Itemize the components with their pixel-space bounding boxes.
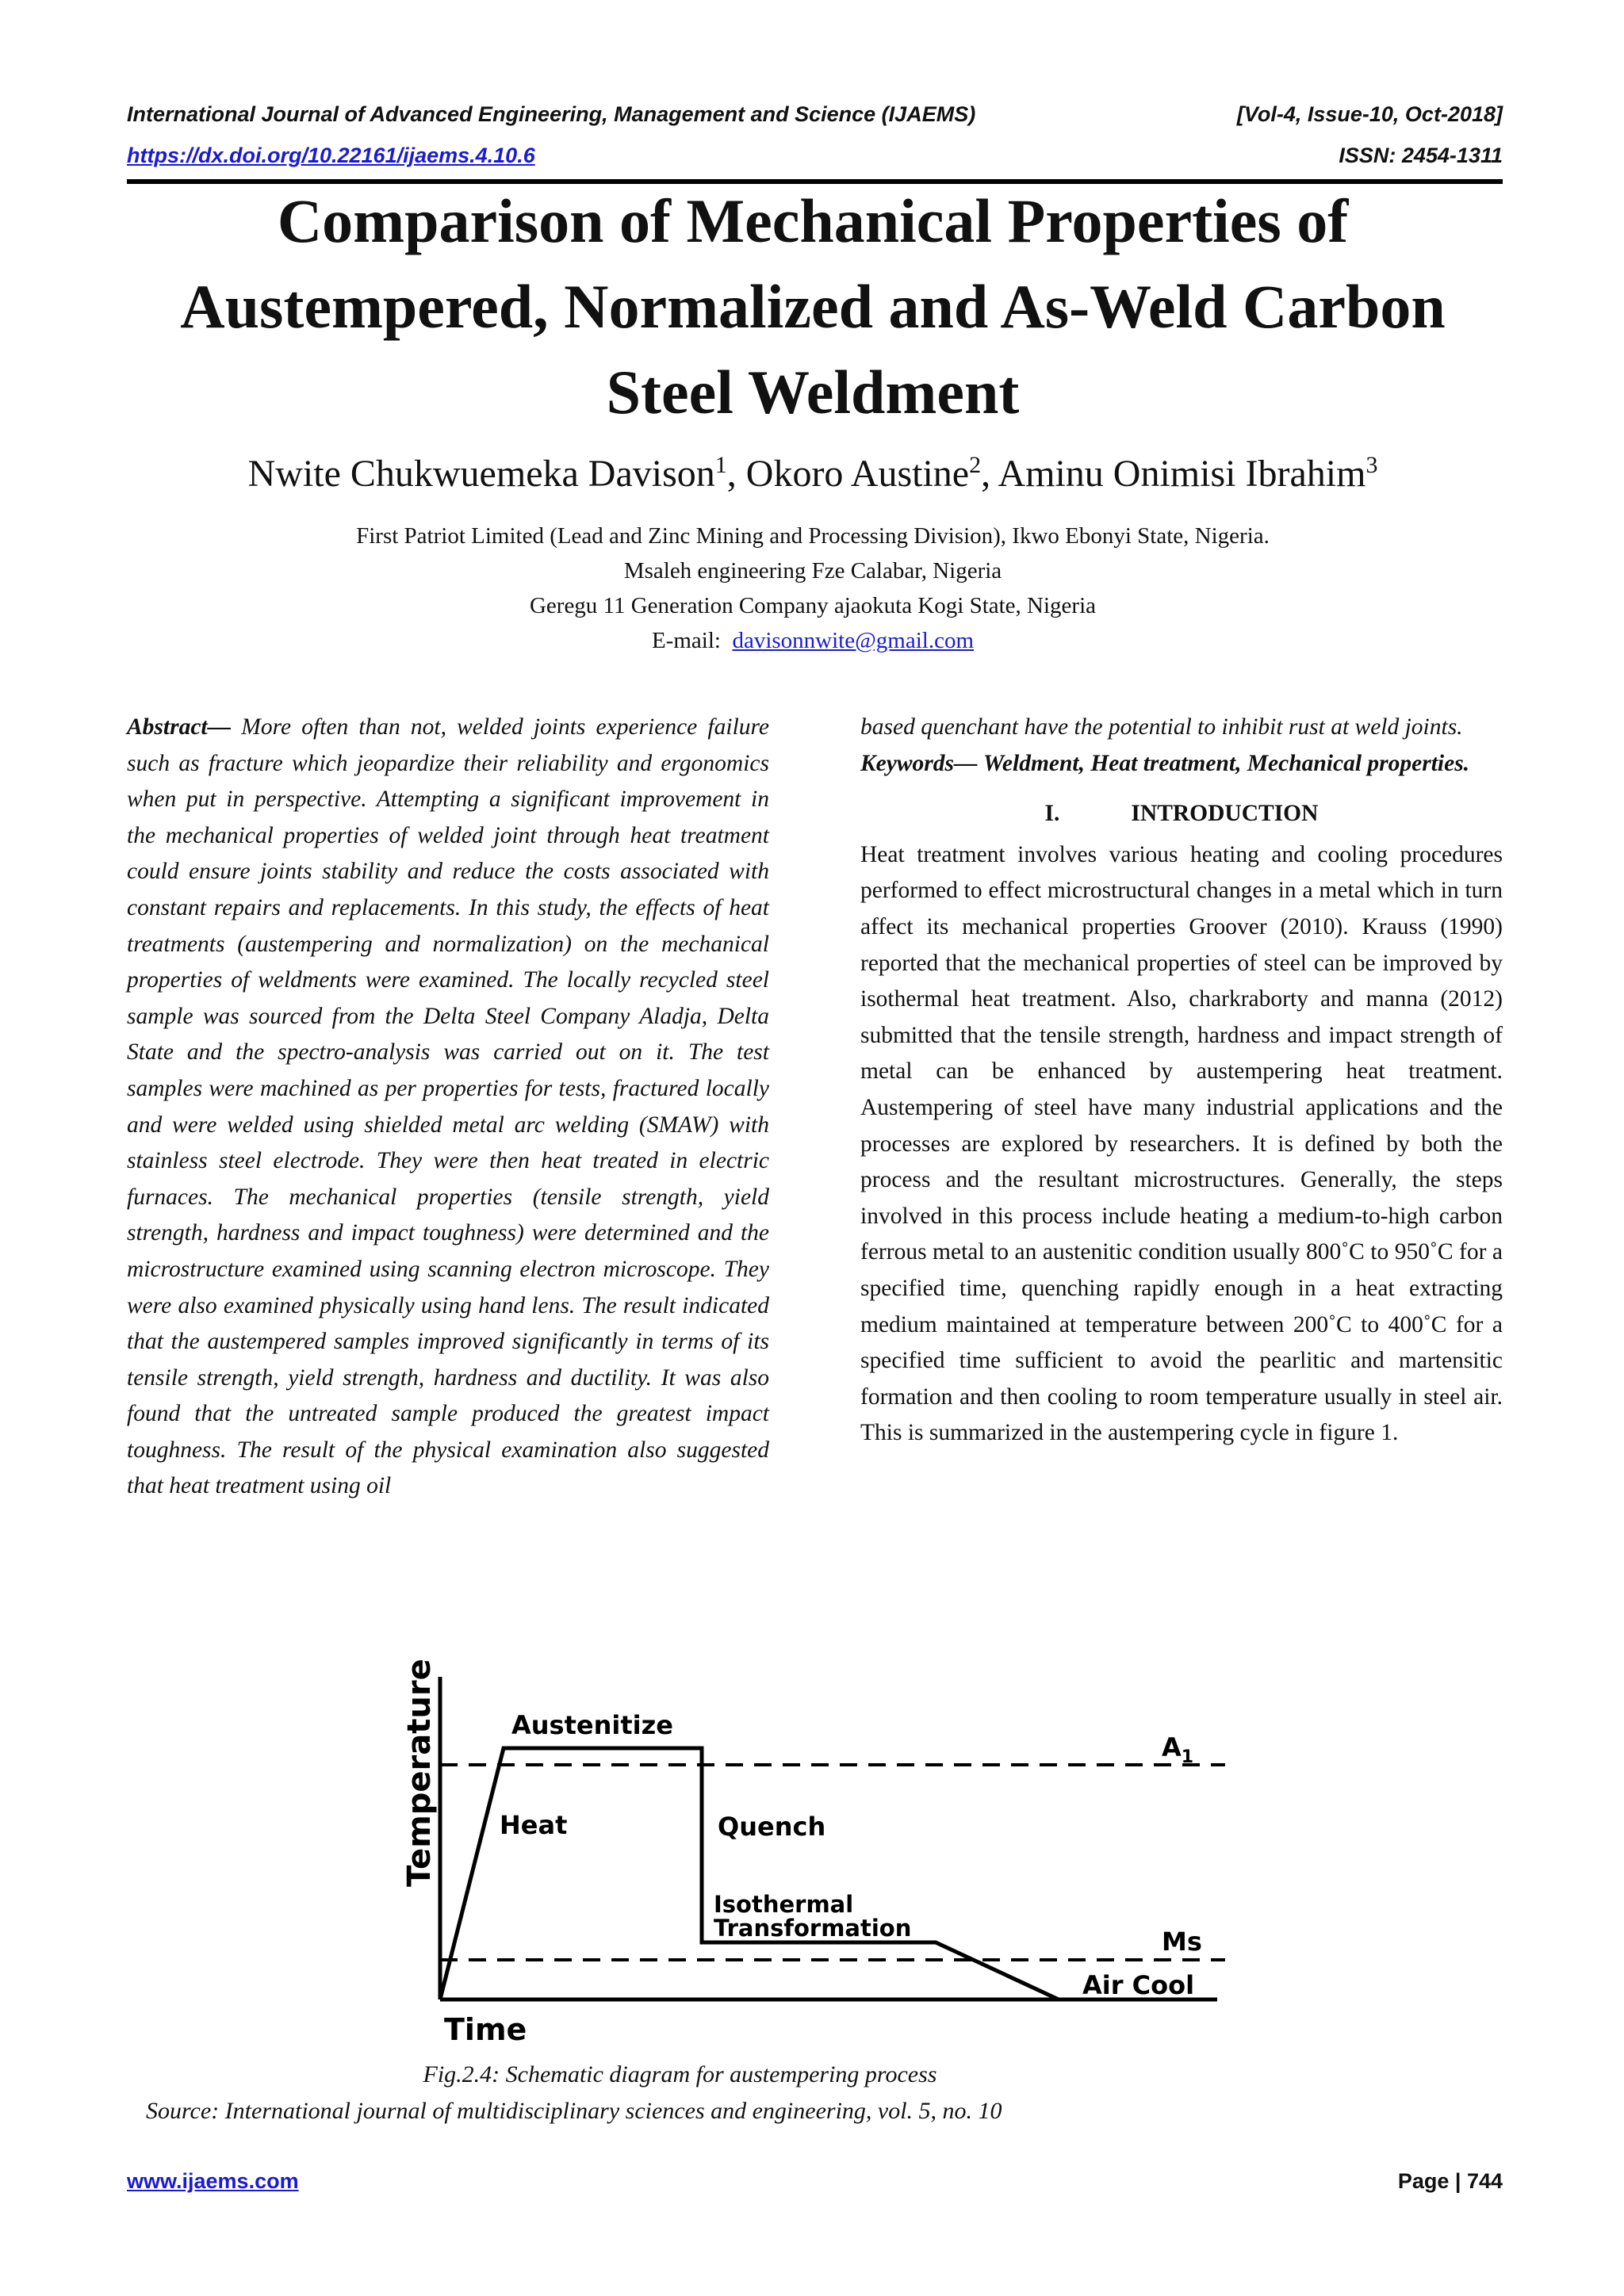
austenitize-label: Austenitize xyxy=(511,1710,673,1740)
title-line-3: Steel Weldment xyxy=(606,358,1020,427)
title-block xyxy=(95,178,1530,658)
figure-title: Fig.2.4: Schematic diagram for austempering process xyxy=(423,2061,937,2087)
page-number: Page | 744 xyxy=(1397,2169,1503,2193)
heat-label: Heat xyxy=(500,1810,568,1840)
figure-caption xyxy=(127,2057,1503,2130)
abstract-label: Abstract— xyxy=(127,714,232,740)
section-heading xyxy=(860,796,1503,832)
abstract-text: More often than not, welded joints experience failure such as fracture which jeopardize their reliability and ergonomics when put in perspective. Attempting a significant improvement in the mechanical properties of welded joint through heat treatment could ensure joints stability and reduce the costs associated with constant repairs and replacements. In this study, the effects of heat treatments (austempering and normalization) on the mechanical properties of weldments were examined. The locally recycled steel sample was sourced from the Delta Steel Company Aladja, Delta State and the spectro-analysis was carried out on it. The test samples were machined as per properties for tests, fractured locally and were welded using shielded metal arc welding (SMAW) with stainless steel electrode. They were then heat treated in electric furnaces. The mechanical properties (tensile strength, yield strength, hardness and impact toughness) were determined and the microstructure examined using scanning electron microscope. They were also examined physically using hand lens. The result indicated that the austempered samples improved significantly in terms of its tensile strength, yield strength, hardness and ductility. It was also found that the untreated sample produced the greatest impact toughness. The result of the physical examination also suggested that heat treatment using oil xyxy=(127,714,769,1499)
abstract xyxy=(127,710,769,1505)
austempering-diagram xyxy=(381,1657,1269,2053)
transformation-label: Transformation xyxy=(714,1915,912,1942)
affiliation-1: First Patriot Limited (Lead and Zinc Mining and Processing Division), Ikwo Ebonyi State, Nigeria. xyxy=(356,523,1270,549)
a1-label xyxy=(1162,1732,1193,1767)
doi-link[interactable]: https://dx.doi.org/10.22161/ijaems.4.10.6 xyxy=(127,144,535,167)
email-link[interactable]: davisonnwite@gmail.com xyxy=(732,628,975,653)
x-axis-label: Time xyxy=(444,2012,527,2047)
page-footer xyxy=(127,2169,1503,2194)
abstract-continued: based quenchant have the potential to inhibit rust at weld joints. xyxy=(860,714,1463,740)
author-2-sup: 2 xyxy=(969,452,982,478)
keywords-label: Keywords— xyxy=(860,750,978,776)
email-line xyxy=(95,623,1530,658)
ms-label: Ms xyxy=(1162,1927,1202,1957)
austempering-diagram-svg xyxy=(381,1657,1269,2053)
paper-title xyxy=(95,178,1530,435)
quench-label: Quench xyxy=(718,1812,826,1842)
y-axis-label: Temperature xyxy=(401,1659,438,1887)
section-number: I. xyxy=(1044,801,1060,827)
isothermal-label: Isothermal xyxy=(714,1891,854,1918)
author-3-sup: 3 xyxy=(1365,452,1378,478)
author-1: Nwite Chukwuemeka Davison xyxy=(247,453,715,495)
title-line-1: Comparison of Mechanical Properties of xyxy=(277,186,1349,255)
left-column xyxy=(127,710,769,1505)
intro-paragraph: Heat treatment involves various heating and cooling procedures performed to effect microstructural changes in a metal which in turn affect its mechanical properties Groover (2010). Krauss (1990) reported that the mechanical properties of steel can be improved by isothermal heat treatment. Also, charkraborty and manna (2012) submitted that the tensile strength, hardness and impact strength of metal can be enhanced by austempering heat treatment. Austempering of steel have many industrial applications and the processes are explored by researchers. It is defined by both the process and the resultant microstructures. Generally, the steps involved in this process include heating a medium-to-high carbon ferrous metal to an austenitic condition usually 800˚C to 950˚C for a specified time, quenching rapidly enough in a heat extracting medium maintained at temperature between 200˚C to 400˚C for a specified time sufficient to avoid the pearlitic and martensitic formation and then cooling to room temperature usually in steel air. This is summarized in the austempering cycle in figure 1. xyxy=(860,841,1503,1446)
a1-label-main: A xyxy=(1162,1732,1182,1762)
affiliations xyxy=(95,519,1530,658)
website-link[interactable]: www.ijaems.com xyxy=(127,2169,299,2193)
affiliation-3: Geregu 11 Generation Company ajaokuta Kogi State, Nigeria xyxy=(529,593,1097,618)
author-3: Aminu Onimisi Ibrahim xyxy=(998,453,1366,495)
right-column xyxy=(860,710,1503,1452)
air-cool-label: Air Cool xyxy=(1082,1970,1195,2000)
author-2: Okoro Austine xyxy=(745,453,970,495)
a1-label-sub: 1 xyxy=(1181,1747,1194,1767)
issn: ISSN: 2454-1311 xyxy=(1339,144,1503,167)
affiliation-2: Msaleh engineering Fze Calabar, Nigeria xyxy=(623,558,1002,584)
journal-name: International Journal of Advanced Engineering, Management and Science (IJAEMS) xyxy=(127,102,976,126)
process-curve xyxy=(440,1748,1059,1999)
volume-issue: [Vol-4, Issue-10, Oct-2018] xyxy=(1236,102,1503,126)
email-label: E-mail: xyxy=(651,628,721,653)
keywords-text: Weldment, Heat treatment, Mechanical properties. xyxy=(982,750,1470,776)
section-title: INTRODUCTION xyxy=(1131,801,1319,827)
title-line-2: Austempered, Normalized and As-Weld Carbon xyxy=(180,272,1446,341)
figure-source: Source: International journal of multidisciplinary sciences and engineering, vol. 5, no. 10 xyxy=(146,2098,1002,2124)
author-1-sup: 1 xyxy=(714,452,727,478)
keywords xyxy=(860,746,1503,783)
page-header xyxy=(127,94,1503,184)
author-list: Nwite Chukwuemeka Davison$^1$, Okoro Austine$^2$, Aminu Onimisi Ibrahim$^3$ xyxy=(247,452,1378,495)
